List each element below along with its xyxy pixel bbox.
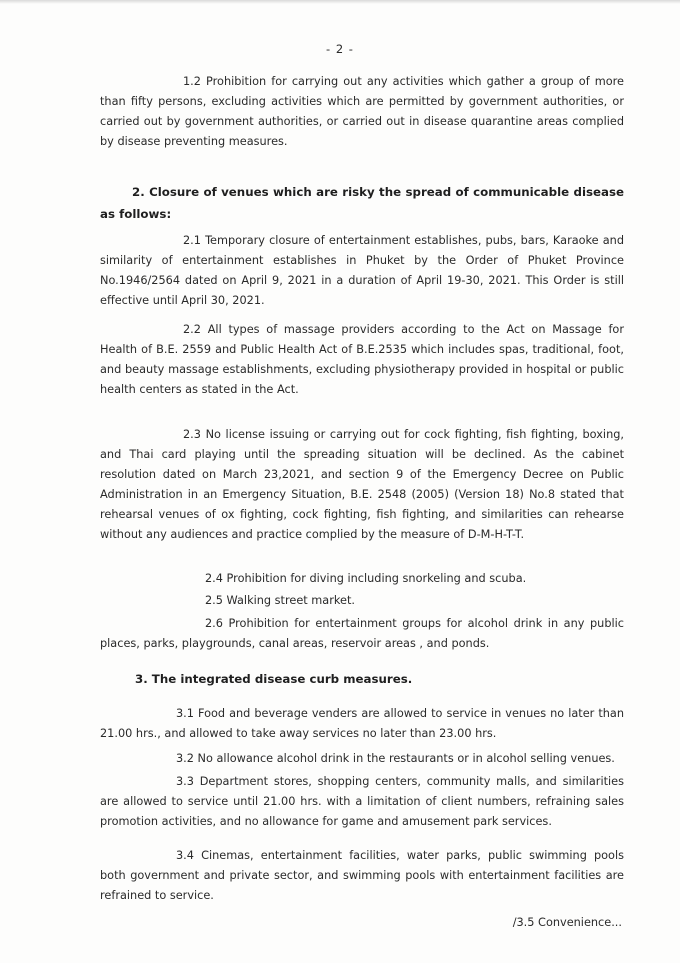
page-top-edge (0, 0, 680, 4)
item-3-1: 3.1 Food and beverage venders are allowed to service in venues no later than 21.00 hrs., and allowed to take away services no later than 23.00 hrs. (100, 707, 624, 740)
continuation-reference: /3.5 Convenience... (512, 916, 622, 929)
page-number: - 2 - (326, 42, 354, 56)
item-2-2: 2.2 All types of massage providers according to the Act on Massage for Health of B.E. 2559 and Public Health Act of B.E.2535 which includes spas, traditional, foot, and beauty massage establishments, excluding physiotherapy provided in hospital or public health centers as stated in the Act. (100, 323, 624, 396)
item-2-3: 2.3 No license issuing or carrying out for cock fighting, fish fighting, boxing, and Thai card playing until the spreading situation will be declined. As the cabinet resolution dated on March 23,2021, and section 9 of the Emergency Decree on Public Administration in an Emergency Situation, B.E. 2548 (2005) (Version 18) No.8 stated that rehearsal venues of ox fighting, cock fighting, fish fighting, and similarities can rehearse without any audiences and practice complied by the measure of D-M-H-T-T. (100, 428, 624, 541)
item-3-2: 3.2 No allowance alcohol drink in the restaurants or in alcohol selling venues. (176, 752, 615, 765)
heading-section-2: 2. Closure of venues which are risky the spread of communicable disease as follows: (100, 185, 624, 221)
item-3-3: 3.3 Department stores, shopping centers, community malls, and similarities are allowed to service until 21.00 hrs. with a limitation of client numbers, refraining sales promotion activities, and no allowance for game and amusement park services. (100, 775, 624, 828)
item-2-6: 2.6 Prohibition for entertainment groups for alcohol drink in any public places, parks, playgrounds, canal areas, reservoir areas , and ponds. (100, 617, 624, 650)
item-2-1: 2.1 Temporary closure of entertainment establishes, pubs, bars, Karaoke and similarity of entertainment establishes in Phuket by the Order of Phuket Province No.1946/2564 dated on April 9, 2021 in a duration of April 19-30, 2021. This Order is still effective until April 30, 2021. (100, 234, 624, 307)
item-3-4: 3.4 Cinemas, entertainment facilities, water parks, public swimming pools both government and private sector, and swimming pools with entertainment facilities are refrained to service. (100, 849, 624, 902)
item-2-5: 2.5 Walking street market. (205, 594, 355, 607)
item-1-2: 1.2 Prohibition for carrying out any activities which gather a group of more than fifty persons, excluding activities which are permitted by government authorities, or carried out by government authorities, or carried out in disease quarantine areas complied by disease preventing measures. (100, 75, 624, 148)
heading-section-3: 3. The integrated disease curb measures. (135, 672, 413, 686)
item-2-4: 2.4 Prohibition for diving including snorkeling and scuba. (205, 572, 527, 585)
